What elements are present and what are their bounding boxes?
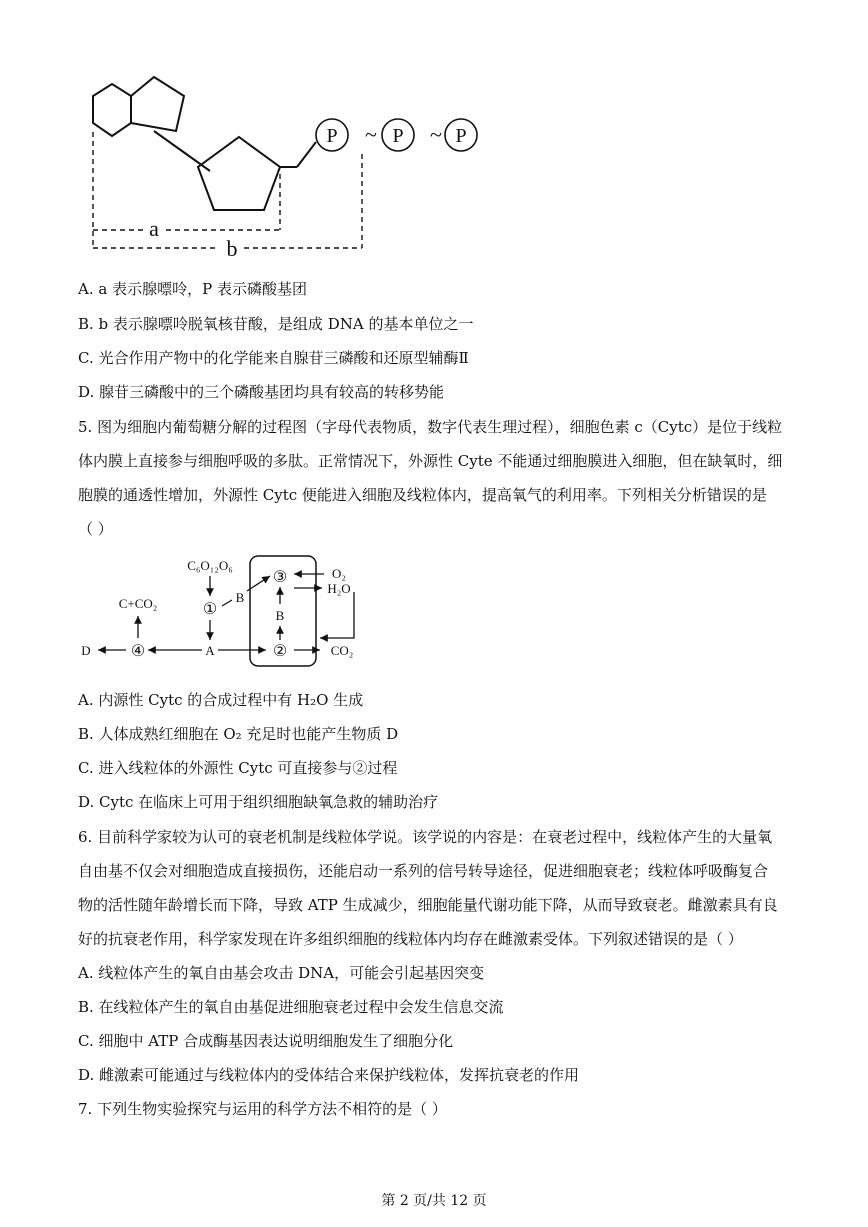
- process-4: ④: [130, 643, 146, 660]
- substance-a: A: [205, 643, 215, 658]
- process-3: ③: [272, 569, 288, 586]
- q6-option-b: B. 在线粒体产生的氧自由基促进细胞衰老过程中会发生信息交流: [78, 998, 504, 1016]
- q5-option-c: C. 进入线粒体的外源性 Cytc 可直接参与②过程: [78, 759, 398, 777]
- substance-b-upper: B: [235, 590, 245, 605]
- svg-text:P: P: [455, 125, 467, 147]
- high-energy-bond-1: ~: [365, 122, 377, 147]
- q5-option-b: B. 人体成熟红细胞在 O₂ 充足时也能产生物质 D: [78, 725, 399, 743]
- label-b: b: [226, 236, 238, 261]
- q7-stem: 7. 下列生物实验探究与运用的科学方法不相符的是（ ）: [78, 1100, 447, 1118]
- respiration-pathway-diagram: [76, 552, 376, 672]
- co2-label: CO₂: [330, 643, 354, 658]
- process-2: ②: [272, 643, 288, 660]
- q6-option-c: C. 细胞中 ATP 合成酶基因表达说明细胞发生了细胞分化: [78, 1032, 454, 1050]
- q4-option-d: D. 腺苷三磷酸中的三个磷酸基团均具有较高的转移势能: [78, 383, 445, 401]
- q5-stem-line3: 胞膜的通透性增加，外源性 Cytc 便能进入细胞及线粒体内，提高氧气的利用率。下列相关分析错误的是: [78, 486, 767, 504]
- high-energy-bond-2: ~: [430, 122, 442, 147]
- q5-stem-line2: 体内膜上直接参与细胞呼吸的多肽。正常情况下，外源性 Cyte 不能通过细胞膜进入细胞，但在缺氧时，细: [78, 452, 783, 470]
- substance-b-lower: B: [275, 608, 285, 623]
- q6-stem-line3: 物的活性随年龄增长而下降，导致 ATP 生成减少，细胞能量代谢功能下降，从而导致衰老。雌激素具有良: [78, 896, 778, 914]
- phosphate-group-2: [382, 119, 414, 151]
- q4-option-c: C. 光合作用产物中的化学能来自腺苷三磷酸和还原型辅酶Ⅱ: [78, 349, 469, 367]
- label-a: a: [149, 216, 159, 241]
- q4-option-b: B. b 表示腺嘌呤脱氧核苷酸，是组成 DNA 的基本单位之一: [78, 315, 474, 333]
- q6-option-a: A. 线粒体产生的氧自由基会攻击 DNA，可能会引起基因突变: [78, 964, 485, 982]
- q6-stem-line1: 6. 目前科学家较为认可的衰老机制是线粒体学说。该学说的内容是：在衰老过程中，线粒体产生的大量氧: [78, 828, 773, 846]
- h2o-label: H₂O: [327, 581, 351, 596]
- q5-option-d: D. Cytc 在临床上可用于组织细胞缺氧急救的辅助治疗: [78, 793, 439, 811]
- page-number-footer: 第 2 页/共 12 页: [381, 1193, 487, 1209]
- q5-stem-line1: 5. 图为细胞内葡萄糖分解的过程图（字母代表物质，数字代表生理过程），细胞色素 c（Cytc）是位于线粒: [78, 418, 783, 436]
- ribose-ring: [198, 137, 280, 210]
- adenine-five-ring: [131, 77, 184, 131]
- o2-label: O₂: [332, 566, 346, 581]
- q5-answer-blank: （ ）: [78, 520, 113, 538]
- q4-option-a: A. a 表示腺嘌呤，P 表示磷酸基团: [78, 280, 307, 298]
- adenine-six-ring: [93, 84, 131, 136]
- phosphate-group-3: [445, 119, 477, 151]
- svg-text:P: P: [326, 125, 338, 147]
- q6-stem-line4: 好的抗衰老作用，科学家发现在许多组织细胞的线粒体内均存在雌激素受体。下列叙述错误的是（ ）: [78, 930, 743, 948]
- glucose-label: C₆O₁₂O₆: [187, 558, 233, 573]
- process-1: ①: [202, 601, 218, 618]
- svg-text:P: P: [392, 125, 404, 147]
- atp-structure-figure: [84, 74, 494, 264]
- c-co2-label: C+CO₂: [118, 596, 158, 611]
- substance-d: D: [81, 643, 91, 658]
- q6-stem-line2: 自由基不仅会对细胞造成直接损伤，还能启动一系列的信号转导途径，促进细胞衰老；线粒体呼吸酶复合: [78, 862, 769, 880]
- q5-option-a: A. 内源性 Cytc 的合成过程中有 H₂O 生成: [78, 691, 364, 709]
- q6-option-d: D. 雌激素可能通过与线粒体内的受体结合来保护线粒体，发挥抗衰老的作用: [78, 1066, 580, 1084]
- phosphate-group-1: [316, 119, 348, 151]
